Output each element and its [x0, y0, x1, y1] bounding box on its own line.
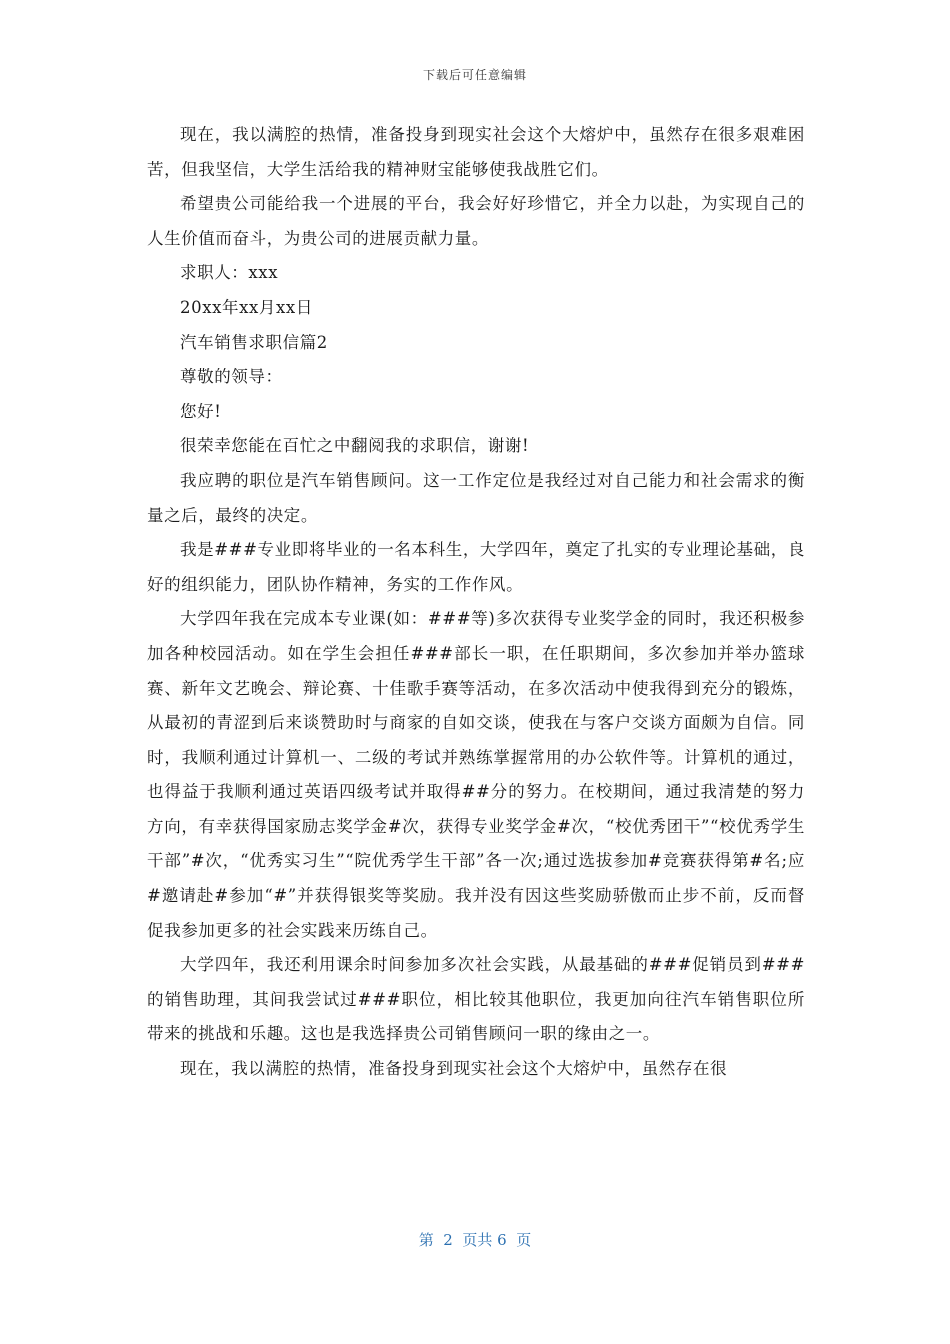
paragraph-position: 我应聘的职位是汽车销售顾问。这一工作定位是我经过对自己能力和社会需求的衡量之后，最终的决定。 — [147, 470, 805, 525]
letter-date: 20xx年xx月xx日 — [180, 297, 313, 317]
applicant-signature: 求职人：xxx — [180, 263, 279, 283]
paragraph-achievements: 大学四年我在完成本专业课(如：###等)多次获得专业奖学金的同时，我还积极参加各种校园活动。如在学生会担任###部长一职，在任职期间，多次参加并举办篮球赛、新年文艺晚会、辩论赛、十佳歌手赛等活动，在多次活动中使我得到充分的锻炼，从最初的青涩到后来谈赞助时与商家的自如交谈，使我在与客户交谈方面颇为自信。同时，我顺利通过计算机一、二级的考试并熟练掌握常用的办公软件等。计算机的通过，也得益于我顺利通过英语四级考试并取得##分的努力。在校期间，通过我清楚的努力方向，有幸获得国家励志奖学金#次，获得专业奖学金#次，“校优秀团干”“校优秀学生干部”#次，“优秀实习生”“院优秀学生干部”各一次;通过选拔参加#竞赛获得第#名;应#邀请赴#参加“#”并获得银奖等奖励。我并没有因这些奖励骄傲而止步不前，反而督促我参加更多的社会实践来历练自己。 — [147, 609, 805, 940]
paragraph-practice: 大学四年，我还利用课余时间参加多次社会实践，从最基础的###促销员到###的销售助理，其间我尝试过###职位，相比较其他职位，我更加向往汽车销售职位所带来的挑战和乐趣。这也是我选择贵公司销售顾问一职的缘由之一。 — [147, 955, 805, 1044]
page-header-note: 下载后可任意编辑 — [422, 68, 527, 82]
paragraph-hope: 希望贵公司能给我一个进展的平台，我会好好珍惜它，并全力以赴，为实现自己的人生价值而奋斗，为贵公司的进展贡献力量。 — [147, 194, 805, 248]
paragraph-intro-closing: 现在，我以满腔的热情，准备投身到现实社会这个大熔炉中，虽然存在很多艰难困苦，但我坚信，大学生活给我的精神财宝能够使我战胜它们。 — [147, 125, 805, 179]
salutation: 尊敬的领导： — [180, 367, 283, 387]
paragraph-closing-partial: 现在，我以满腔的热情，准备投身到现实社会这个大熔炉中，虽然存在很 — [180, 1059, 728, 1079]
page-number-footer: 第 2 页共 6 页 — [418, 1231, 532, 1249]
paragraph-thanks: 很荣幸您能在百忙之中翻阅我的求职信，谢谢! — [180, 436, 530, 456]
section-title: 汽车销售求职信篇2 — [180, 332, 328, 352]
paragraph-background: 我是###专业即将毕业的一名本科生，大学四年，奠定了扎实的专业理论基础，良好的组织能力，团队协作精神，务实的工作作风。 — [147, 540, 805, 594]
greeting: 您好! — [180, 401, 222, 421]
document-body — [147, 118, 805, 1087]
